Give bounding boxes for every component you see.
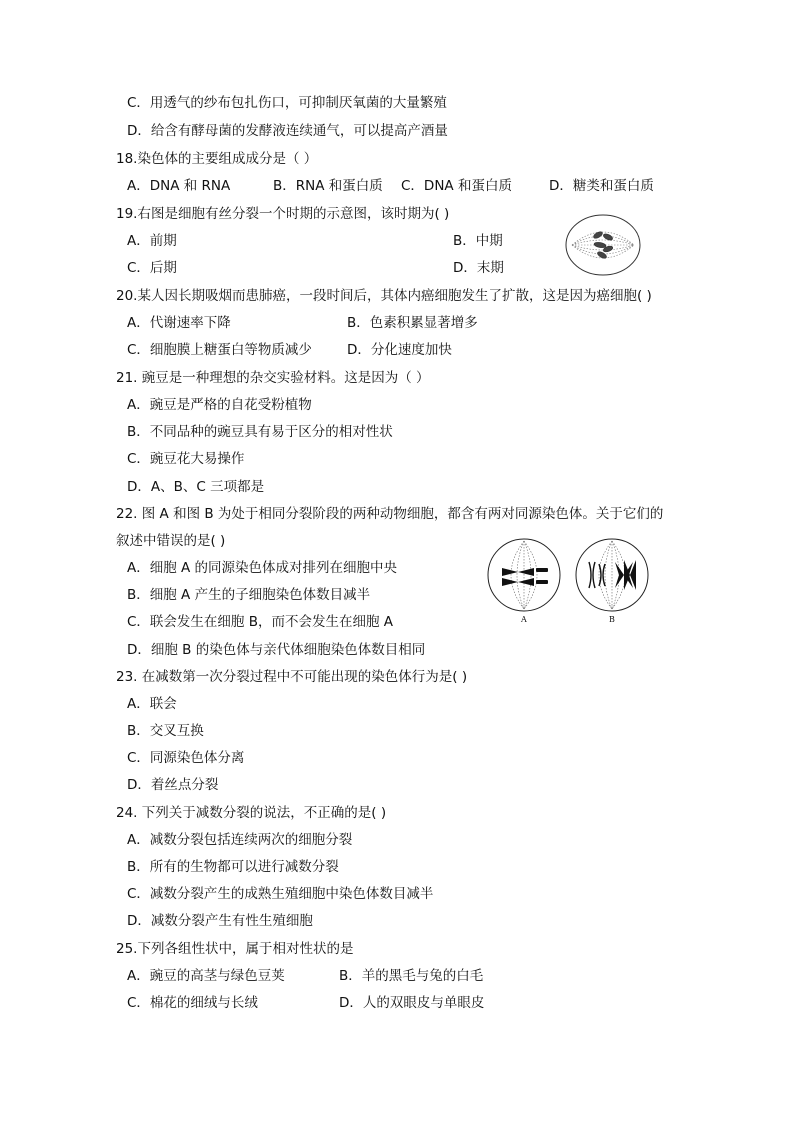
question-20: 20.某人因长期吸烟而患肺癌，一段时间后，其体内癌细胞发生了扩散，这是因为癌细胞( ) <box>116 288 652 304</box>
q19-option-b: B．中期 <box>453 233 503 249</box>
question-25: 25.下列各组性状中，属于相对性状的是 <box>116 941 354 957</box>
question-19: 19.右图是细胞有丝分裂一个时期的示意图，该时期为( ) <box>116 206 450 222</box>
q24-option-a: A．减数分裂包括连续两次的细胞分裂 <box>127 832 353 848</box>
mitosis-cell-figure <box>564 213 642 277</box>
q23-option-d: D．着丝点分裂 <box>127 777 219 793</box>
q20-option-b: B．色素积累显著增多 <box>347 315 478 331</box>
q18-option-c: C．DNA 和蛋白质 <box>401 178 512 194</box>
question-22-continued: 叙述中错误的是( ) <box>116 533 226 549</box>
q20-option-a: A．代谢速率下降 <box>127 315 231 331</box>
question-21: 21. 豌豆是一种理想的杂交实验材料。这是因为（ ） <box>116 370 430 386</box>
q23-option-c: C．同源染色体分离 <box>127 750 245 766</box>
cell-b-label: B <box>609 615 615 624</box>
q18-option-b: B．RNA 和蛋白质 <box>273 178 383 194</box>
question-22: 22. 图 A 和图 B 为处于相同分裂阶段的两种动物细胞，都含有两对同源染色体。关于它们的 <box>116 506 664 522</box>
q22-option-d: D．细胞 B 的染色体与亲代体细胞染色体数目相同 <box>127 642 426 658</box>
question-23: 23. 在减数第一次分裂过程中不可能出现的染色体行为是( ) <box>116 669 468 685</box>
q25-option-d: D．人的双眼皮与单眼皮 <box>339 995 485 1011</box>
q24-option-b: B．所有的生物都可以进行减数分裂 <box>127 859 339 875</box>
q19-option-c: C．后期 <box>127 260 177 276</box>
q22-option-c: C．联会发生在细胞 B，而不会发生在细胞 A <box>127 614 394 630</box>
q18-option-a: A．DNA 和 RNA <box>127 178 231 194</box>
q24-option-c: C．减数分裂产生的成熟生殖细胞中染色体数目减半 <box>127 886 434 902</box>
q23-option-b: B．交叉互换 <box>127 723 204 739</box>
q18-option-d: D．糖类和蛋白质 <box>549 178 654 194</box>
prev-option-d: D．给含有酵母菌的发酵液连续通气，可以提高产酒量 <box>127 123 448 139</box>
q20-option-c: C．细胞膜上糖蛋白等物质减少 <box>127 342 312 358</box>
q21-option-c: C．豌豆花大易操作 <box>127 451 245 467</box>
q24-option-d: D．减数分裂产生有性生殖细胞 <box>127 913 313 929</box>
cell-a-figure <box>484 538 564 612</box>
q23-option-a: A．联会 <box>127 696 177 712</box>
question-24: 24. 下列关于减数分裂的说法，不正确的是( ) <box>116 805 387 821</box>
q20-option-d: D．分化速度加快 <box>347 342 452 358</box>
q21-option-a: A．豌豆是严格的自花受粉植物 <box>127 397 312 413</box>
prev-option-c: C．用透气的纱布包扎伤口，可抑制厌氧菌的大量繁殖 <box>127 95 447 111</box>
q19-option-d: D．末期 <box>453 260 504 276</box>
q21-option-b: B．不同品种的豌豆具有易于区分的相对性状 <box>127 424 393 440</box>
q25-option-b: B．羊的黑毛与兔的白毛 <box>339 968 484 984</box>
question-18: 18.染色体的主要组成成分是（ ） <box>116 151 318 167</box>
q25-option-c: C．棉花的细绒与长绒 <box>127 995 258 1011</box>
q21-option-d: D．A、B、C 三项都是 <box>127 479 265 495</box>
q22-option-b: B．细胞 A 产生的子细胞染色体数目减半 <box>127 587 371 603</box>
q19-option-a: A．前期 <box>127 233 177 249</box>
cell-a-label: A <box>521 615 527 624</box>
cell-b-figure <box>572 538 652 612</box>
q25-option-a: A．豌豆的高茎与绿色豆荚 <box>127 968 285 984</box>
q22-option-a: A．细胞 A 的同源染色体成对排列在细胞中央 <box>127 560 398 576</box>
